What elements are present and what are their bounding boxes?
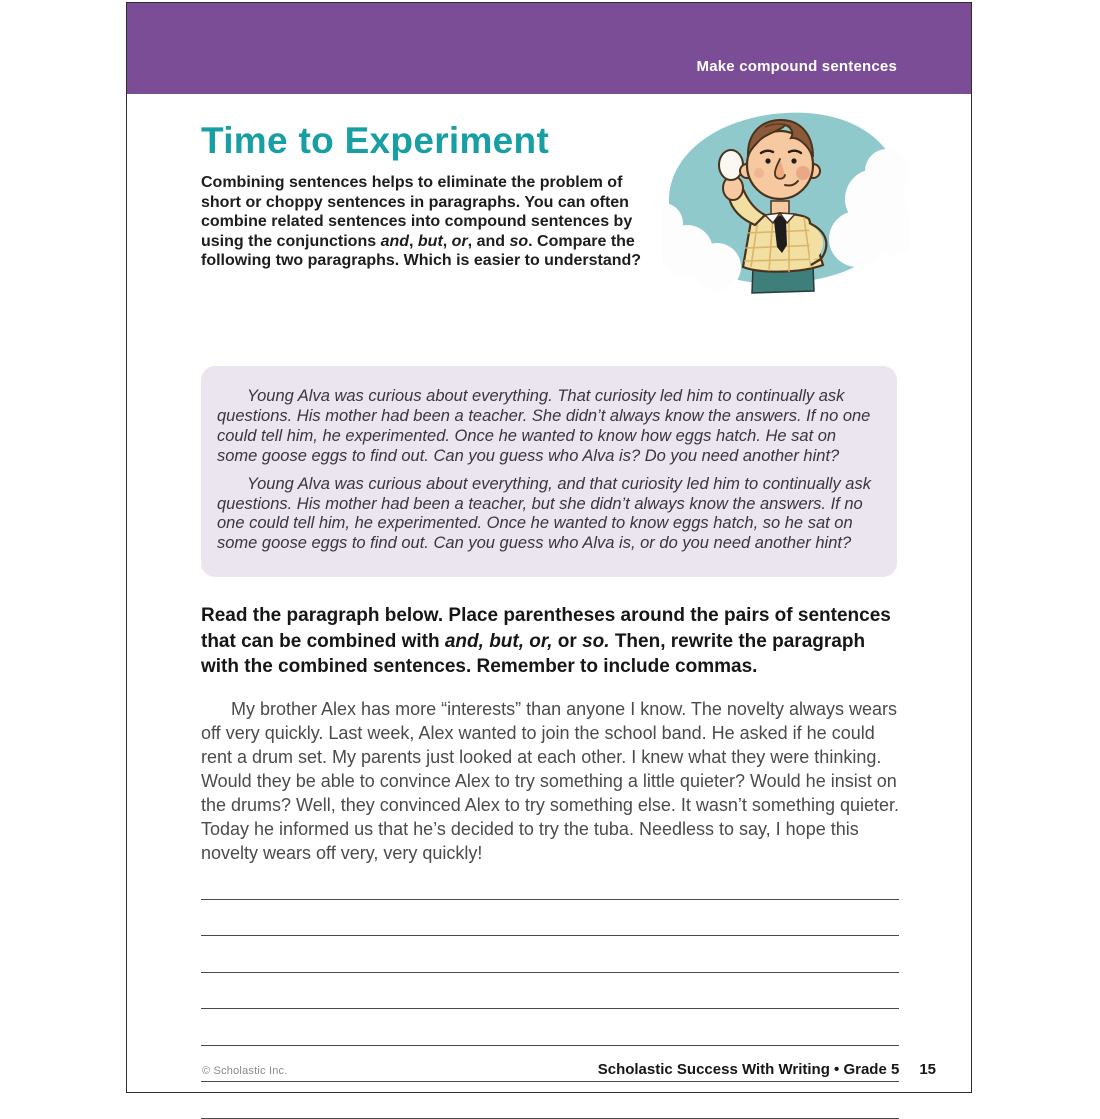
example-paragraphs-box (201, 366, 897, 577)
intro-text: Combining sentences helps to eliminate the problem of short or choppy sentences in paragraphs. You can often combine related sentences into compound sentences by using the conjunctions and, but, or, and so. Compare the following two paragraphs. Which is easier to understand? (201, 174, 642, 270)
answer-line (201, 973, 899, 1010)
directions-text: Read the paragraph below. Place parentheses around the pairs of sentences that can be combined with and, but, or, or so. Then, rewrite the paragraph with the combined sentences. Remember to include commas. (201, 605, 891, 678)
intro-section (201, 173, 897, 348)
answer-line (201, 936, 899, 973)
page-content (127, 120, 971, 1119)
answer-lines (201, 863, 897, 1119)
skill-label: Make compound sentences (696, 58, 897, 75)
example-paragraph-combined: Young Alva was curious about everything, and that curiosity led him to continually ask questions. His mother had been a teacher, but she didn’t always know the answers. If no one could tell him, he experimented. Once he wanted to know eggs hatch, so he sat on some goose eggs to find out. Can you guess who Alva is, or do you need another hint? (217, 474, 871, 553)
eye-left (765, 158, 770, 163)
boy-holding-egg-illustration (661, 101, 909, 297)
copyright-text: © Scholastic Inc. (202, 1065, 288, 1077)
answer-line (201, 1009, 899, 1046)
egg (719, 150, 743, 180)
answer-line (201, 900, 899, 937)
answer-line (201, 1082, 899, 1119)
series-title: Scholastic Success With Writing • Grade 5 (597, 1061, 900, 1078)
exercise-paragraph: My brother Alex has more “interests” than anyone I know. The novelty always wears off very quickly. Last week, Alex wanted to join the school band. He asked if he could rent a drum set. My parents just looked at each other. I knew what they were thinking. Would they be able to convince Alex to try something a little quieter? Would he insist on the drums? Well, they convinced Alex to try something else. It wasn’t something quieter. Today he informed us that he’s decided to try the tuba. Needless to say, I hope this novelty wears off very, very quickly! (201, 698, 900, 864)
example-paragraph-choppy: Young Alva was curious about everything. That curiosity led him to continually ask questions. His mother had been a teacher. She didn’t always know the answers. If no one could tell him, he experimented. Once he wanted to know how eggs hatch. He sat on some goose eggs to find out. Can you guess who Alva is? Do you need another hint? (217, 387, 871, 465)
answer-line (201, 863, 899, 900)
eye-right (791, 158, 796, 163)
skill-header-band (127, 3, 971, 94)
page-number: 15 (919, 1061, 936, 1078)
page-footer (127, 1061, 971, 1078)
worksheet-page (126, 2, 972, 1093)
page-title: Time to Experiment (201, 120, 550, 161)
footer-right (598, 1061, 936, 1078)
